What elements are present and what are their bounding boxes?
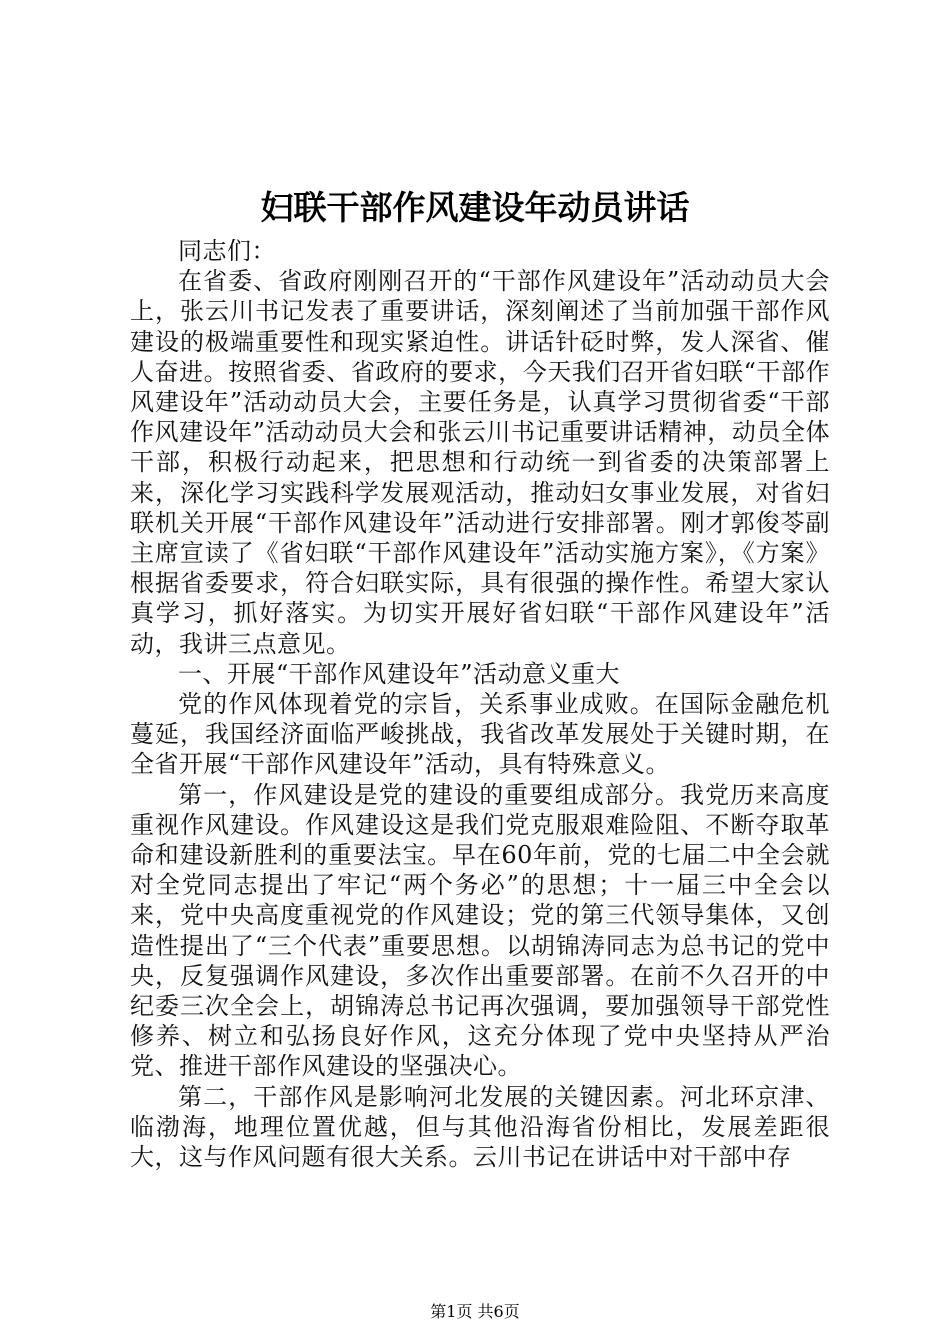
section-heading: 一、开展“干部作风建设年”活动意义重大	[178, 659, 621, 688]
paragraph: 在省委、省政府刚刚召开的“干部作风建设年”活动动员大会上，张云川书记发表了重要讲话，深刻阐述了当前加强干部作风建设的极端重要性和现实紧迫性。讲话针砭时弊，发人深省、催人奋进。按照省委、省政府的要求，今天我们召开省妇联“干部作风建设年”活动动员大会，主要任务是，认真学习贯彻省委“干部作风建设年”活动动员大会和张云川书记重要讲话精神，动员全体干部，积极行动起来，把思想和行动统一到省委的决策部署上来，深化学习实践科学发展观活动，推动妇女事业发展，对省妇联机关开展“干部作风建设年”活动进行安排部署。刚才郭俊苓副主席宣读了《省妇联“干部作风建设年”活动实施方案》，《方案》根据省委要求，符合妇联实际，具有很强的操作性。希望大家认真学习，抓好落实。为切实开展好省妇联“干部作风建设年”活动，我讲三点意见。	[130, 267, 830, 658]
paragraph: 第二，干部作风是影响河北发展的关键因素。河北环京津、临渤海，地理位置优越，但与其他沿海省份相比，发展差距很大，这与作风问题有很大关系。云川书记在讲话中对干部中存	[130, 1082, 830, 1172]
paragraph: 第一，作风建设是党的建设的重要组成部分。我党历来高度重视作风建设。作风建设这是我们党克服艰难险阻、不断夺取革命和建设新胜利的重要法宝。早在60年前，党的七届二中全会就对全党同志提出了牢记“两个务必”的思想；十一届三中全会以来，党中央高度重视党的作风建设；党的第三代领导集体，又创造性提出了“三个代表”重要思想。以胡锦涛同志为总书记的党中央，反复强调作风建设，多次作出重要部署。在前不久召开的中纪委三次全会上，胡锦涛总书记再次强调，要加强领导干部党性修养、树立和弘扬良好作风，这充分体现了党中央坚持从严治党、推进干部作风建设的坚强决心。	[130, 780, 830, 1081]
document-body	[130, 236, 830, 1172]
paragraph: 党的作风体现着党的宗旨，关系事业成败。在国际金融危机蔓延，我国经济面临严峻挑战，我省改革发展处于关键时期，在全省开展“干部作风建设年”活动，具有特殊意义。	[130, 690, 830, 779]
page-footer: 第1页 共6页	[430, 1302, 520, 1321]
salutation: 同志们：	[178, 237, 276, 265]
document-title: 妇联干部作风建设年动员讲话	[260, 188, 690, 227]
